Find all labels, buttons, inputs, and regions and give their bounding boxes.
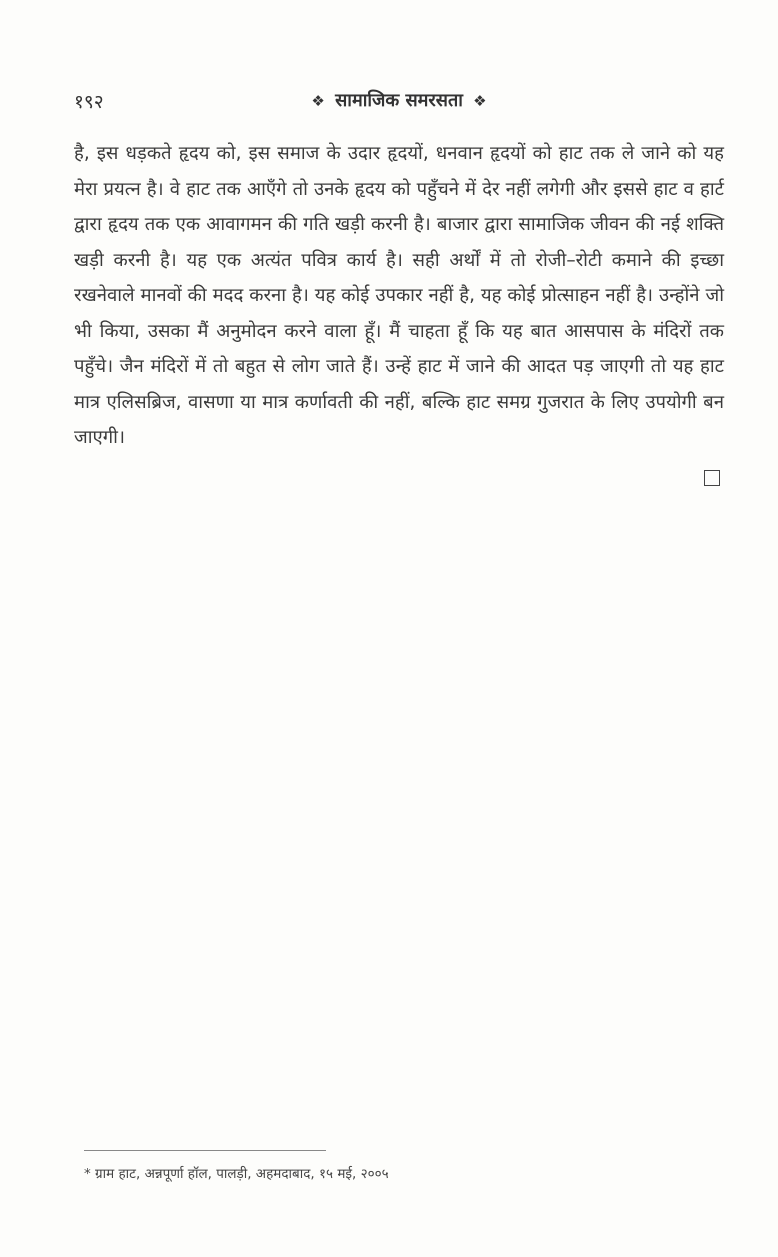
ornament-right-icon: ❖ [473,92,487,110]
footnote-divider [84,1150,326,1151]
chapter-title [74,88,724,112]
running-header [74,88,724,116]
page-number: १९२ [74,91,104,113]
body-paragraph: है, इस धड़कते हृदय को, इस समाज के उदार हृदयों, धनवान हृदयों को हाट तक ले जाने को यह मेरा प्रयत्न है। वे हाट तक आएँगे तो उनके हृदय को पहुँचने में देर नहीं लगेगी और इससे हाट व हार्ट द्वारा हृदय तक एक आवागमन की गति खड़ी करनी है। बाजार द्वारा सामाजिक जीवन की नई शक्ति खड़ी करनी है। यह एक अत्यंत पवित्र कार्य है। सही अर्थों में तो रोजी–रोटी कमाने की इच्छा रखनेवाले मानवों की मदद करना है। यह कोई उपकार नहीं है, यह कोई प्रोत्साहन नहीं है। उन्होंने जो भी किया, उसका मैं अनुमोदन करने वाला हूँ। मैं चाहता हूँ कि यह बात आसपास के मंदिरों तक पहुँचे। जैन मंदिरों में तो बहुत से लोग जाते हैं। उन्हें हाट में जाने की आदत पड़ जाएगी तो यह हाट मात्र एलिसब्रिज, वासणा या मात्र कर्णावती की नहीं, बल्कि हाट समग्र गुजरात के लिए उपयोगी बन जाएगी। [74,143,724,448]
ornament-left-icon: ❖ [311,92,325,110]
end-of-section-box-icon [704,470,720,486]
chapter-title-text: सामाजिक समरसता [335,90,463,111]
footnote: * ग्राम हाट, अन्नपूर्णा हॉल, पालड़ी, अहमदाबाद, १५ मई, २००५ [84,1166,389,1182]
